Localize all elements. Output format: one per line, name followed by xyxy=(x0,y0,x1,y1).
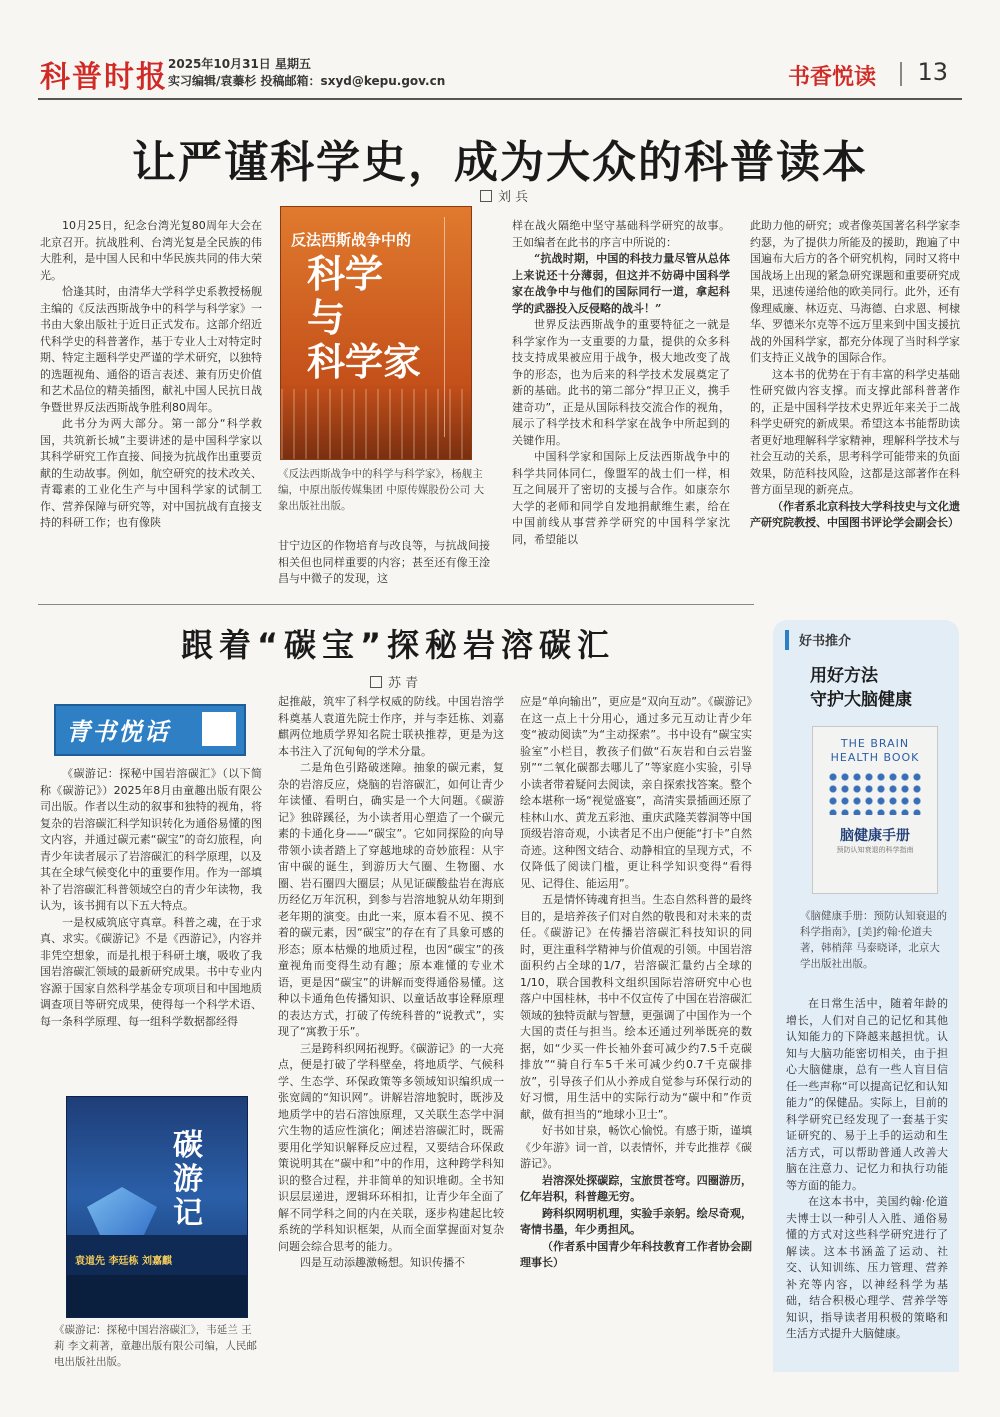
masthead-divider xyxy=(900,62,902,86)
article1-column-4: 此助力他的研究；或者像英国著名科学家李约瑟，为了提供力所能及的援助，跑遍了中国遍布大后方的各个研究机构，同时又将中国战场上出现的紧急研究课题和重要研究成果，迅速传递给他的欧美同行。此外，还有像理威廉、林迈克、马海德、白求恩、柯棣华、罗德米尔克等不远万里来到中国支援抗战的外国科学家，都充分体现了当时科学家们支持正义战争的国际合作。 这本书的优势在于有丰富的科学史基础性研究做内容支撑。而支撑此部科普著作的，正是中国科学技术史界近年来关于二战科学史研究的新成果。希望这本书能帮助读者更好地理解科学家精神，理解科学技术与社会互动的关系，思考科学可能带来的负面效果，防范科技风险，这都是这部著作在科普方面呈现的新亮点。 （作者系北京科技大学科技史与文化遗产研究院教授、中国图书评论学会副会长） xyxy=(750,218,960,602)
masthead-editor: 实习编辑/袁蓁杉 投稿邮箱：sxyd@kepu.gov.cn xyxy=(168,74,446,88)
top-rule xyxy=(38,98,962,100)
column-logo: 青书悦话 xyxy=(54,704,246,756)
article2-image-caption: 《碳游记：探秘中国岩溶碳汇》，韦延兰 王莉 李文莉著，童趣出版有限公司编，人民邮电出版社出版。 xyxy=(54,1324,257,1368)
sidebar-body: 在日常生活中，随着年龄的增长，人们对自己的记忆和其他认知能力的下降越来越担忧。认知与大脑功能密切相关，由于担心大脑健康，总有一些人盲目信任一些声称“可以提高记忆和认知能力”的保健品。实际上，目前的科学研究已经发现了一套基于实证研究的、易于上手的运动和生活方式，可以帮助普通人改善大脑在注意力、记忆力和执行功能等方面的能力。 在这本书中，美国约翰·伦道夫博士以一种引人入胜、通俗易懂的方式对这些科学研究进行了解读。这本书涵盖了运动、社交、认知训练、压力管理、营养补充等内容，以神经科学为基础，结合积极心理学、营养学等知识，指导读者用积极的策略和生活方式提升大脑健康。 xyxy=(786,997,948,1340)
article2-headline: 跟着“碳宝”探秘岩溶碳汇 xyxy=(180,626,616,664)
article1-image-caption: 《反法西斯战争中的科学与科学家》，杨舰主编，中原出版传媒集团 中原传媒股份公司 大象出版社出版。 xyxy=(278,468,485,512)
book-cover-brain-health: THE BRAIN HEALTH BOOK 脑健康手册 预防认知衰退的科学指南 xyxy=(812,726,938,894)
book-cover-antifascist-science: 反法西斯战争中的 科学 与 科学家 xyxy=(280,206,472,460)
article2-byline: 苏 青 xyxy=(370,672,418,691)
article1-byline: 刘 兵 xyxy=(480,186,528,205)
poem-line: 跨科织网明机理，实验手亲躬。绘尽奇观，寄情书墨，年少勇担风。 xyxy=(520,1206,752,1236)
article2-column-2: 起推敲，筑牢了科学权威的防线。中国岩溶学科奠基人袁道先院士作序，并与李廷栋、刘嘉麒两位地质学界知名院士联袂推荐，更是为这本书注入了沉甸甸的学术分量。 二是角色引路破迷障。抽象的碳元素，复杂的岩溶反应，烧脑的岩溶碳汇，如何让青少年读懂、看明白，确实是一个大问题。《碳游记》独辟蹊径，为小读者用心塑造了一个碳元素的卡通化身——“碳宝”。它如同探险的向导带领小读者踏上了穿越地球的奇妙旅程：从宇宙中碳的诞生，到游历大气圈、生物圈、水圈、岩石圈四大圈层；从见证碳酸盐岩在海底历经亿万年沉积，到参与岩溶地貌从幼年期到老年期的演变。由此一来，原本看不见、摸不着的碳元素，因“碳宝”的存在有了具象可感的形态；原本枯燥的地质过程，也因“碳宝”的孩童视角而变得生动有趣；原本难懂的专业术语，更是因“碳宝”的讲解而变得通俗易懂。这种以卡通角色传播知识、以童话故事诠释原理的表达方式，打破了传统科普的“说教式”，实现了“寓教于乐”。 三是跨科织网拓视野。《碳游记》的一大亮点，便是打破了学科壁垒，将地质学、气候科学、生态学、环保政策等多领域知识编织成一张宽阔的“知识网”。讲解岩溶地貌时，既涉及地质学中的岩石溶蚀原理，又关联生态学中洞穴生物的适应性演化；阐述岩溶碳汇时，既需要用化学知识解释反应过程，又要结合环保政策说明其在“碳中和”中的作用，这种跨学科知识的整合过程，并非简单的知识堆砌。全书知识层层递进，逻辑环环相扣，让青少年全面了解不同学科之间的内在关联，逐步构建起比较系统的学科知识框架，从而全面掌握面对复杂问题会综合思考的能力。 四是互动添趣激畅想。知识传播不 xyxy=(278,695,504,1269)
article1-headline: 让严谨科学史，成为大众的科普读本 xyxy=(132,137,868,188)
article1-author-note: （作者系北京科技大学科技史与文化遗产研究院教授、中国图书评论学会副会长） xyxy=(750,499,960,529)
article1-column-2: 甘宁边区的作物培育与改良等，与抗战间接相关但也同样重要的内容；甚至还有像王淦昌与中微子的发现，这 xyxy=(278,539,490,585)
qr-code-icon xyxy=(202,712,236,746)
section-name: 书香悦读 xyxy=(787,65,876,90)
masthead-date: 2025年10月31日 星期五 xyxy=(168,57,311,71)
article1-column-1: 10月25日，纪念台湾光复80周年大会在北京召开。抗战胜利、台湾光复是全民族的伟大胜利，是中国人民和中华民族共同的伟大荣光。 恰逢其时，由清华大学科学史系教授杨舰主编的《反法西斯战争中的科学与科学家》一书由大象出版社于近日正式发布。这部介绍近代科学史的科普著作，基于专业人士对特定时期、特定主题科学史严谨的学术研究，以独特的选题视角、通俗的语言表述、兼有历史价值和艺术品位的精美插图，献礼中国人民抗日战争暨世界反法西斯战争胜利80周年。 此书分为两大部分。第一部分“科学救国，共筑新长城”主要讲述的是中国科学家以其科学研究工作直接、间接为抗战作出重要贡献的生动故事。例如，航空研究的技术改关、青霉素的工业化生产与中国科学家的试制工作、营养保障与研究等，对中国抗战有直接支持的科研工作；也有像陕 xyxy=(40,219,262,529)
page-number: 13 xyxy=(917,58,948,86)
poem-line: 岩溶深处探碳踪，宝旅贯苍穹。四圈游历，亿年岩积，科普趣无穷。 xyxy=(520,1173,752,1203)
article1-column-3: 样在战火隔绝中坚守基础科学研究的故事。王如编者在此书的序言中所说的： “抗战时期，中国的科技力量尽管从总体上来说还十分薄弱，但这并不妨碍中国科学家在战争中与他们的国际同行一道，拿起科学的武器投入反侵略的战斗！” 世界反法西斯战争的重要特征之一就是科学家作为一支重要的力量，提供的众多科技支持成果被应用于战争，极大地改变了战争的形态，也为后来的科学技术发展奠定了新的基础。此书的第二部分“捍卫正义，携手建奇功”，正是从国际科技交流合作的视角，展示了科学技术和科学家在战争中所起到的关键作用。 中国科学家和国际上反法西斯战争中的科学共同体同仁，像盟军的战士们一样，相互之间展开了密切的支援与合作。如康奈尔大学的老师和同学自发地捐献维生素，给在中国前线从事营养学研究的中国科学家沈同，希望能以 xyxy=(512,219,730,546)
article2-author-note: （作者系中国青少年科技教育工作者协会副理事长） xyxy=(520,1239,752,1269)
article2-column-3: 应是“单向输出”，更应是“双向互动”。《碳游记》在这一点上十分用心，通过多元互动让青少年变“被动阅读”为“主动探索”。书中设有“碳宝实验室”小栏目，教孩子们做“石灰岩和白云岩鉴别”“二氧化碳都去哪儿了”等家庭小实验，引导小读者带着疑问去阅读，亲自探索找答案。整个绘本堪称一场“视觉盛宴”，高清实景插画还原了桂林山水、黄龙五彩池、重庆武隆芙蓉洞等中国顶级岩溶奇观，小读者足不出户便能“打卡”自然奇迹。这种图文结合、动静相宜的呈现方式，不仅降低了阅读门槛，更让科学知识变得“看得见、记得住、能运用”。 五是情怀铸魂育担当。生态自然科普的最终目的，是培养孩子们对自然的敬畏和对未来的责任。《碳游记》在传播岩溶碳汇科技知识的同时，更注重科学精神与价值观的引领。中国岩溶面积约占全球的1/7，岩溶碳汇量约占全球的1/10，联合国教科文组织国际岩溶研究中心也落户中国桂林，书中不仅宣传了中国在岩溶碳汇领域的独特贡献与智慧，更强调了中国作为一个大国的责任与担当。绘本还通过列举既亮的数据，如“少买一件长袖外套可减少约7.5千克碳排放”“骑自行车5千米可减少约0.7千克碳排放”，引导孩子们从小养成自觉参与环保行动的好习惯，用生活中的实际行动为“碳中和”作贡献，做有担当的“地球小卫士”。 好书如甘泉，畅饮心愉悦。有感于斯，谨填《少年游》词一首，以表情怀，并专此推荐《碳游记》。 岩溶深处探碳踪，宝旅贯苍穹。四圈游历，亿年岩积，科普趣无穷。 跨科织网明机理，实验手亲躬。绘尽奇观，寄情书墨，年少勇担风。 （作者系中国青少年科技教育工作者协会副理事长） xyxy=(520,694,752,1374)
section-divider xyxy=(38,604,754,605)
sidebar-tag: 好书推介 xyxy=(785,630,959,650)
book-cover-carbon-journey: 碳 游 记 袁道先 李廷栋 刘嘉麒 xyxy=(66,1096,248,1318)
newspaper-logo: 科普时报 xyxy=(40,60,168,95)
sidebar-image-caption: 《脑健康手册：预防认知衰退的科学指南》，[美]约翰·伦道夫著，韩梢萍 马泰晓译，北京大学出版社出版。 xyxy=(800,910,947,970)
sidebar-title: 用好方法 守护大脑健康 xyxy=(810,666,912,710)
article2-column-1: 《碳游记：探秘中国岩溶碳汇》（以下简称《碳游记》）2025年8月由童趣出版有限公司出版。作者以生动的叙事和独特的视角，将复杂的岩溶碳汇科学知识转化为通俗易懂的图文内容，并通过碳元素“碳宝”的奇幻旅程，向青少年读者展示了岩溶碳汇的科学原理，以及其在全球气候变化中的重要作用。作为一部填补了岩溶碳汇科普领域空白的青少年读物，我认为，该书拥有以下五大特点。 一是权威筑底守真章。科普之魂，在于求真、求实。《碳游记》不是《西游记》，内容并非凭空想象，而是扎根于科研土壤，吸收了我国岩溶碳汇领域的最新研究成果。书中专业内容源于国家自然科学基金专项项目和中国地质调查项目等研究成果，使得每一个科学术语、每一条科学原理、每一组科学数据都经得 xyxy=(40,767,262,1028)
